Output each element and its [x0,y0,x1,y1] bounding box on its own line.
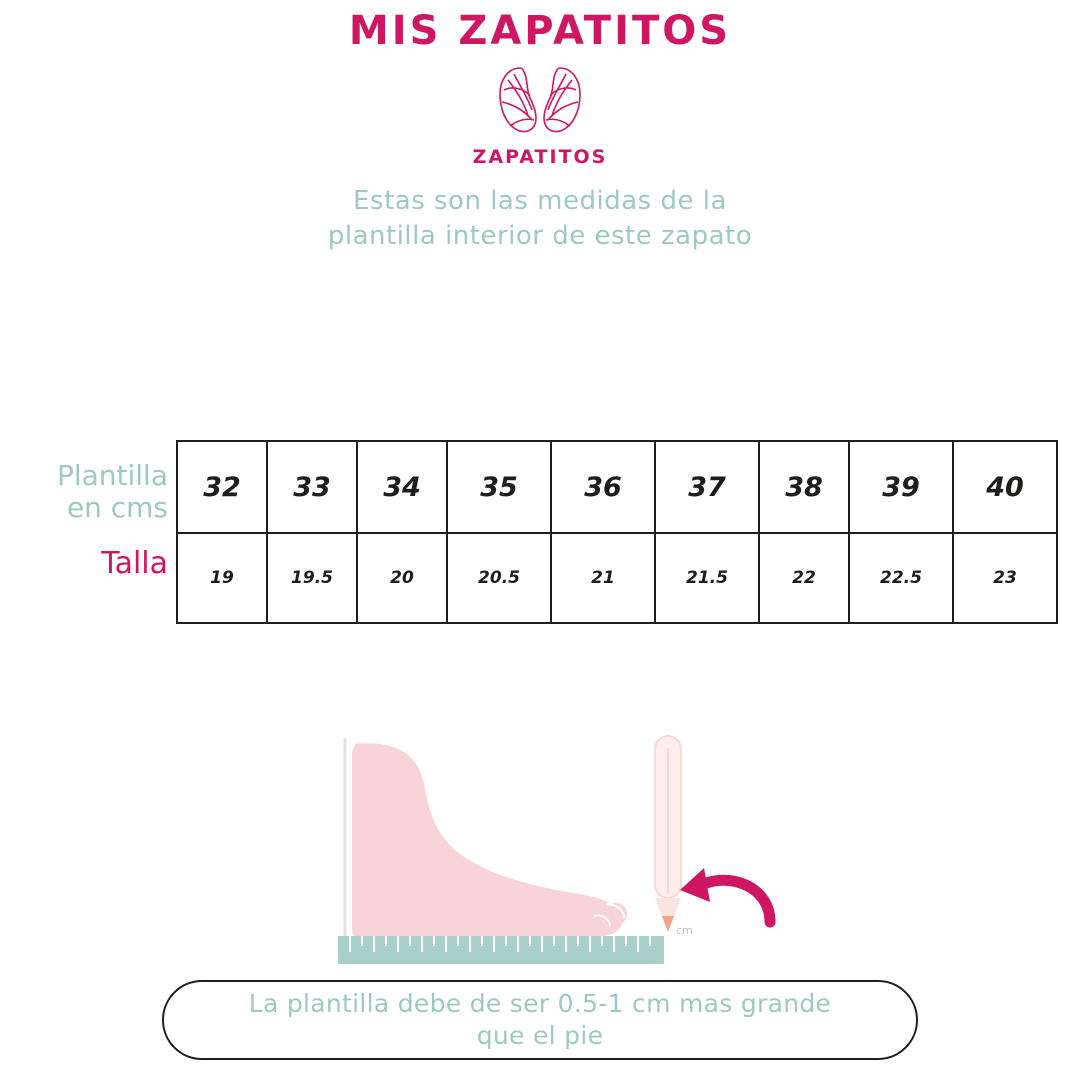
pencil-icon [655,736,693,937]
row-label-insole [0,460,168,524]
table-cell-talla: 22 [759,533,849,623]
table-cell-talla: 23 [953,533,1057,623]
subtitle-line-1: Estas son las medidas de la [353,186,727,216]
table-cell-insole: 35 [447,441,551,533]
table-cell-insole: 37 [655,441,759,533]
curved-arrow-icon [680,868,770,922]
table-cell-insole: 34 [357,441,447,533]
table-cell-talla: 20 [357,533,447,623]
page-title: MIS ZAPATITOS [348,8,732,54]
footnote-line-2: que el pie [476,1021,604,1050]
table-cell-talla: 19.5 [267,533,357,623]
table-row-talla [177,533,1057,623]
logo [0,60,1080,168]
table-cell-talla: 21 [551,533,655,623]
table-cell-talla: 22.5 [849,533,953,623]
table-cell-insole: 33 [267,441,357,533]
ruler-icon [338,936,664,964]
baby-shoes-icon [480,60,600,144]
subtitle-line-2: plantilla interior de este zapato [327,221,753,252]
row-label-insole-line-1: Plantilla [56,459,168,492]
table-row-labels [0,440,176,581]
row-label-talla: Talla [101,546,168,582]
measure-illustration [300,708,800,978]
subtitle [0,184,1080,254]
table-row-insole [177,441,1057,533]
table-cell-talla: 21.5 [655,533,759,623]
footnote-text [249,988,831,1053]
table-cell-insole: 32 [177,441,267,533]
table-cell-insole: 39 [849,441,953,533]
pencil-label: cm [676,924,693,937]
table-cell-talla: 20.5 [447,533,551,623]
footnote-box [162,980,918,1060]
row-label-insole-line-2: en cms [66,491,168,525]
logo-caption: ZAPATITOS [472,146,608,168]
table-cell-talla: 19 [177,533,267,623]
size-table-area [0,440,1080,624]
footnote-line-1: La plantilla debe de ser 0.5-1 cm mas grande [248,988,832,1018]
table-cell-insole: 38 [759,441,849,533]
foot-side-profile-icon [352,743,627,938]
table-cell-insole: 40 [953,441,1057,533]
size-table [176,440,1058,624]
table-cell-insole: 36 [551,441,655,533]
